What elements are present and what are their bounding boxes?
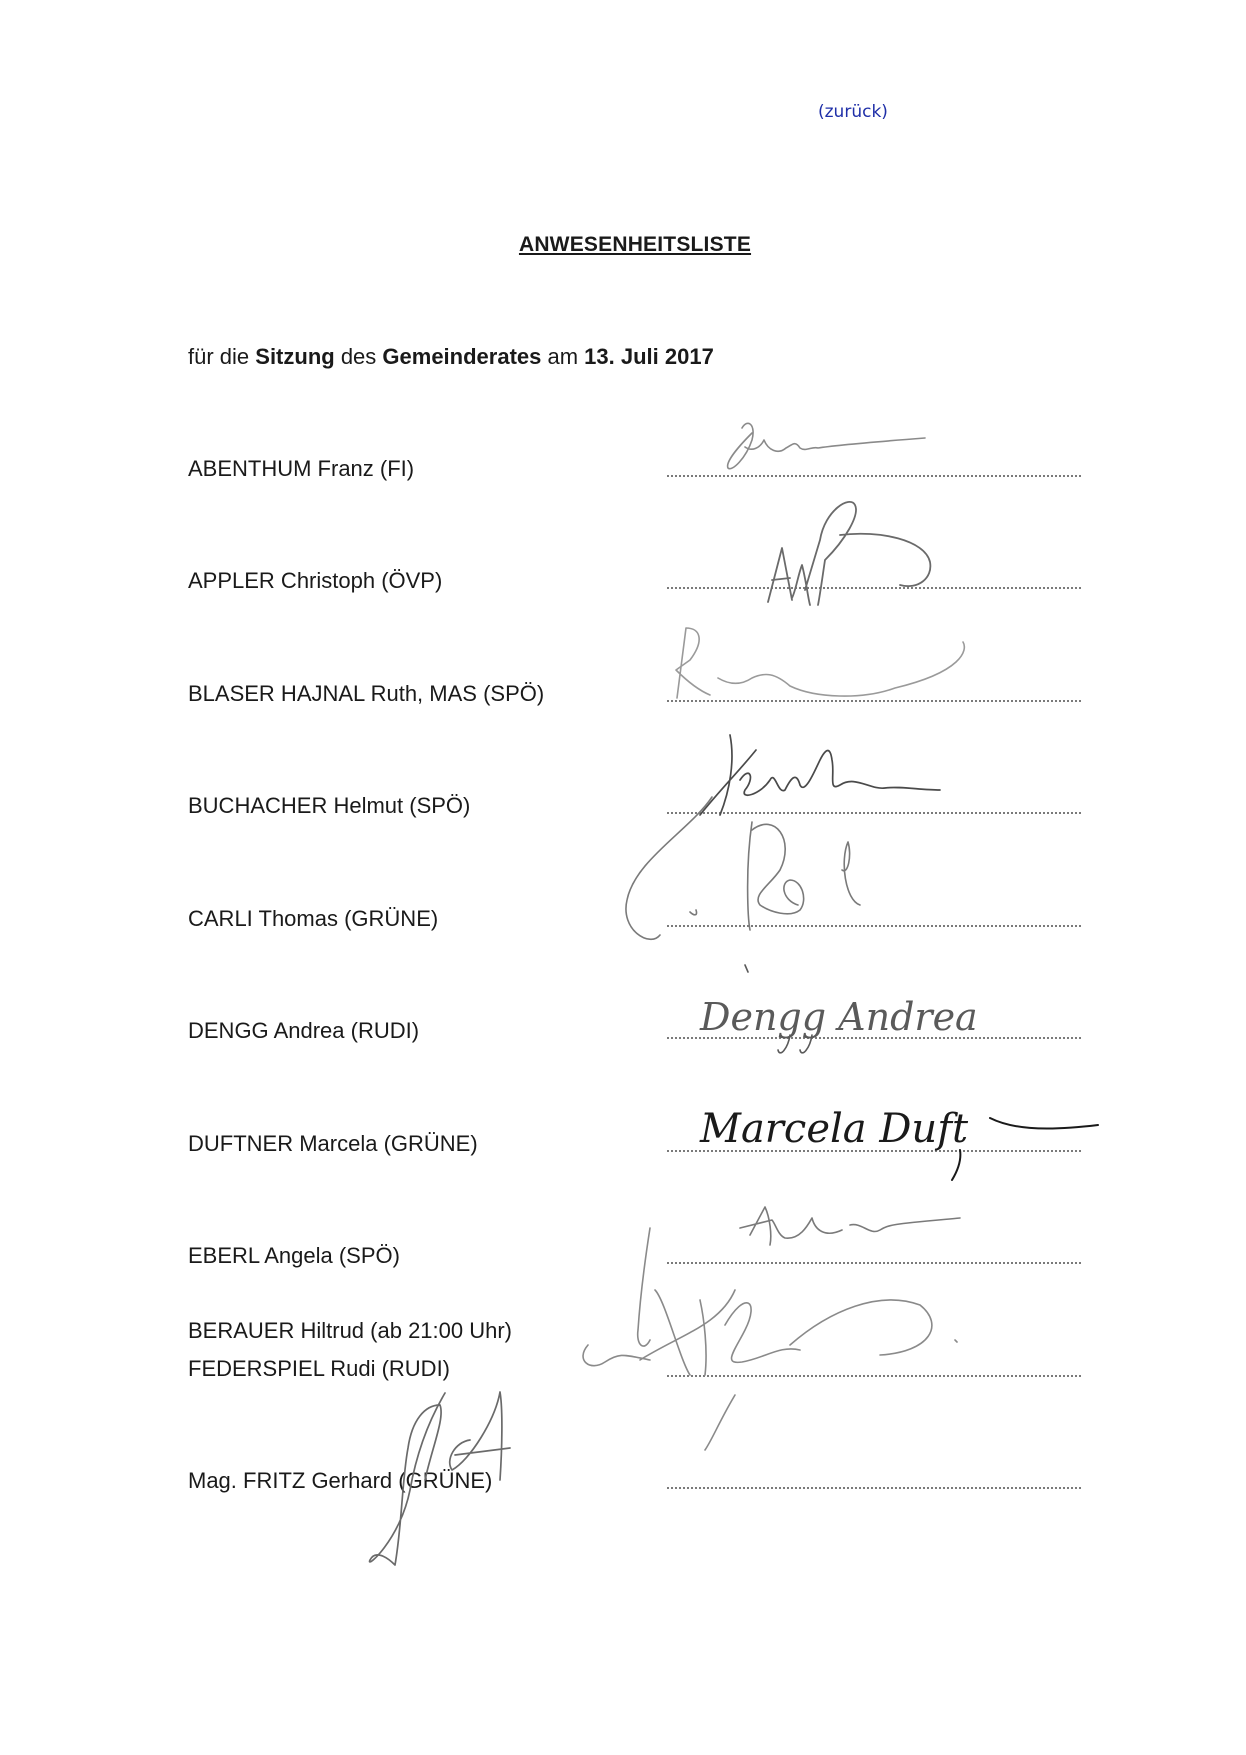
- member-name: EBERL Angela (SPÖ): [188, 1243, 400, 1268]
- signature-eberl: [740, 1207, 960, 1245]
- member-name: ABENTHUM Franz (FI): [188, 456, 415, 481]
- signature-line: [667, 1037, 1081, 1039]
- member-name: FEDERSPIEL Rudi (RUDI): [188, 1356, 451, 1381]
- member-name: CARLI Thomas (GRÜNE): [188, 906, 439, 931]
- signature-line: [667, 925, 1081, 927]
- signature-carli: [626, 797, 860, 939]
- signature-line: [667, 812, 1081, 814]
- back-link[interactable]: (zurück): [818, 102, 888, 122]
- signature-dengg: [699, 965, 978, 1053]
- signature-appler: [768, 502, 930, 605]
- signature-line: [667, 587, 1081, 589]
- member-name: Mag. FRITZ Gerhard (GRÜNE): [188, 1468, 493, 1493]
- member-name: BERAUER Hiltrud (ab 21:00 Uhr): [188, 1318, 513, 1343]
- meeting-subtitle: für die Sitzung des Gemeinderates am 13. Juli 2017: [188, 344, 714, 369]
- signature-line: [667, 475, 1081, 477]
- member-name: BLASER HAJNAL Ruth, MAS (SPÖ): [188, 681, 545, 706]
- signature-duftner: [699, 1106, 1098, 1180]
- member-name: DUFTNER Marcela (GRÜNE): [188, 1131, 478, 1156]
- signature-buchacher: [700, 735, 940, 815]
- signature-line: [667, 700, 1081, 702]
- signature-line: [667, 1487, 1081, 1489]
- member-name: BUCHACHER Helmut (SPÖ): [188, 793, 471, 818]
- signature-line: [667, 1375, 1081, 1377]
- svg-text:Marcela Duft: Marcela Duft: [700, 1106, 969, 1152]
- signature-blaser: [676, 628, 964, 698]
- member-name: DENGG Andrea (RUDI): [188, 1018, 420, 1043]
- member-name: APPLER Christoph (ÖVP): [188, 568, 443, 593]
- signature-line: [667, 1262, 1081, 1264]
- signature-line: [667, 1150, 1081, 1152]
- signature-abenthum: [728, 423, 925, 468]
- document-title: ANWESENHEITSLISTE: [518, 233, 752, 256]
- svg-text:Dengg Andrea: Dengg Andrea: [700, 995, 978, 1039]
